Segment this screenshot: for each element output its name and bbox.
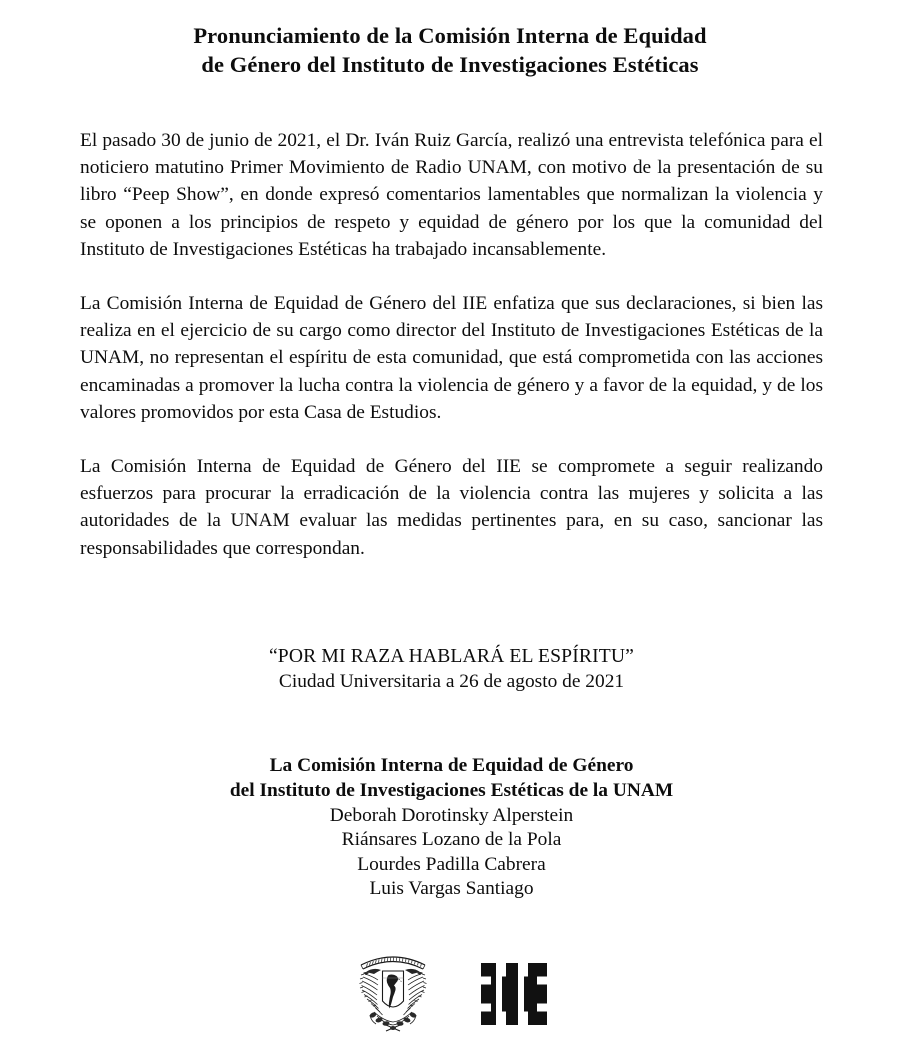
body-text (80, 127, 823, 562)
university-motto: “POR MI RAZA HABLARÁ EL ESPÍRITU” (268, 646, 635, 667)
place-and-date: Ciudad Universitaria a 26 de agosto de 2021 (278, 671, 625, 692)
signature-heading-line-1: La Comisión Interna de Equidad de Género (269, 755, 634, 776)
logo-row (0, 945, 900, 1040)
paragraph-3: La Comisión Interna de Equidad de Género del IIE se compromete a seguir realizando esfuerzos para procurar la erradicación de la violencia contra las mujeres y solicita a las autoridades de la UNAM evaluar las medidas pertinentes para, en su caso, sancionar las responsabilidades que correspondan. (80, 456, 823, 559)
page-title-line-2: de Género del Instituto de Investigaciones Estéticas (201, 52, 699, 78)
signatory-name: Luis Vargas Santiago (369, 878, 534, 900)
signatory-name: Lourdes Padilla Cabrera (357, 853, 546, 875)
paragraph-2: La Comisión Interna de Equidad de Género del IIE enfatiza que sus declaraciones, si bien las realiza en el ejercicio de su cargo como director del Instituto de Investigaciones Estéticas de la UNAM, no representan el espíritu de esta comunidad, que está comprometida con las acciones encaminadas a promover la lucha contra la violencia de género y a favor de la equidad, y de los valores promovidos por esta Casa de Estudios. (80, 293, 823, 423)
paragraph-1: El pasado 30 de junio de 2021, el Dr. Iván Ruiz García, realizó una entrevista telefónica para el noticiero matutino Primer Movimiento de Radio UNAM, con motivo de la presentación de su libro “Peep Show”, en donde expresó comentarios lamentables que normalizan la violencia y se oponen a los principios de respeto y equidad de género por los que la comunidad del Instituto de Investigaciones Estéticas ha trabajado incansablemente. (80, 130, 823, 260)
page-title-line-1: Pronunciamiento de la Comisión Interna de Equidad (193, 23, 707, 49)
unam-shield-icon (351, 945, 435, 1037)
page-title (90, 21, 810, 79)
signatory-list (80, 804, 823, 902)
signatory-name: Riánsares Lozano de la Pola (341, 829, 562, 851)
signature-heading-line-2: del Instituto de Investigaciones Estéticas de la UNAM (229, 779, 674, 801)
signatory-name: Deborah Dorotinsky Alperstein (329, 804, 574, 826)
iie-monogram-icon (479, 961, 549, 1027)
motto-block (80, 644, 823, 694)
signature-block (80, 754, 823, 902)
